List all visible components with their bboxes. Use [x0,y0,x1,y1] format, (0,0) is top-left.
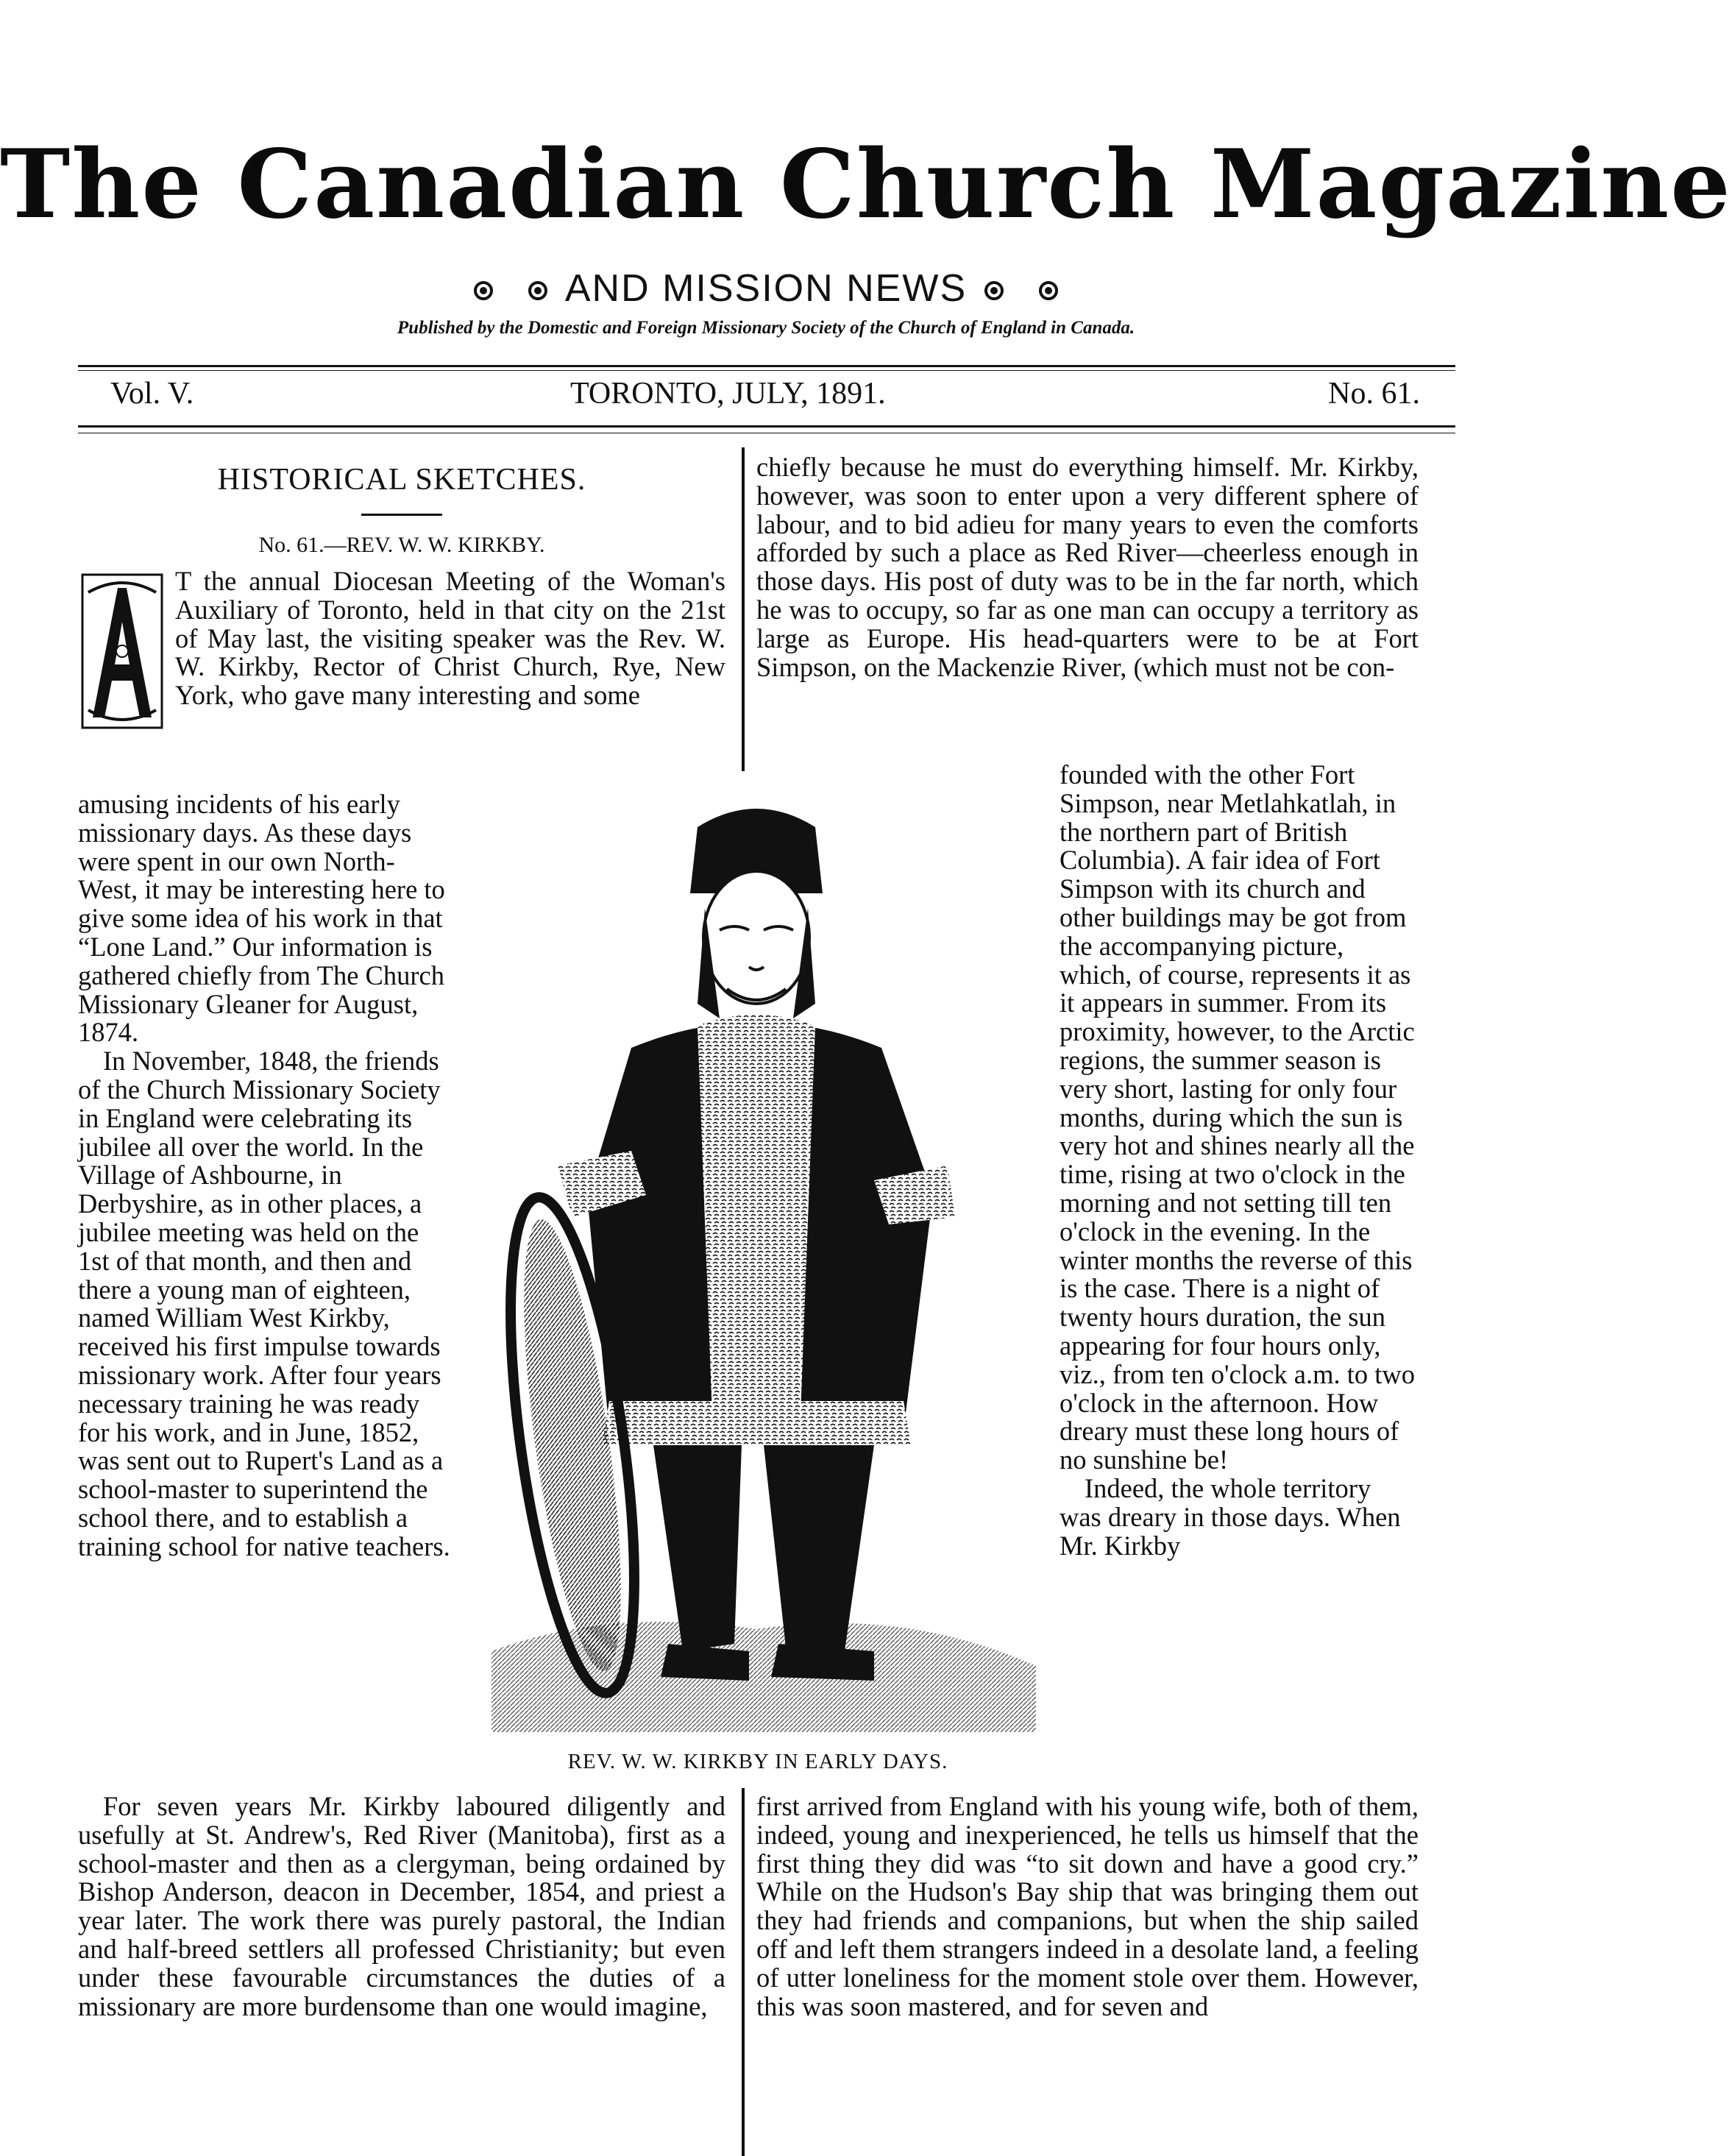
title-rule [361,514,442,516]
place-date: TORONTO, JULY, 1891. [570,377,886,411]
article-title: HISTORICAL SKETCHES. [217,463,586,497]
drop-cap-letter: A [122,657,123,658]
article-subtitle: No. 61.—REV. W. W. KIRKBY. [258,533,545,557]
right-column [756,453,1419,681]
ornament-dot-icon [474,281,493,300]
left-column [78,453,725,732]
portrait-engraving [462,783,1051,1740]
intro-paragraph: T the annual Diocesan Meeting of the Woman's Auxiliary of Toronto, held in that city on the 21st of May last, the visiting speaker was the Rev. W. W. Kirkby, Rector of Christ Church, Rye, New York, who gave many interesting and some [175,566,725,711]
masthead-subtitle [0,265,1532,312]
top-rule [78,365,1455,367]
left-bottom-column [78,1792,725,2021]
masthead-title: The Canadian Church Magazine [0,130,1732,240]
paragraph: first arrived from England with his young wife, both of them, indeed, young and inexperienced, he tells us himself that the first thing they did was “to sit down and have a good cry.” While on the Hudson's Bay ship that was bringing them out they had friends and companions, but when the ship sailed off and left them strangers indeed in a desolate land, a feeling of utter loneliness for the moment stole over them. However, this was soon mastered, and for seven and [756,1791,1419,2021]
volume-label: Vol. V. [110,377,194,411]
mid-rule [78,425,1455,428]
figure-caption: REV. W. W. KIRKBY IN EARLY DAYS. [567,1750,948,1773]
ornament-dot-icon [1039,281,1058,300]
ornament-dot-icon [528,281,547,300]
right-bottom-column [756,1792,1419,2021]
paragraph: Indeed, the whole territory was dreary in those days. When Mr. Kirkby [1060,1472,1401,1561]
paragraph: In November, 1848, the friends of the Church Missionary Society in England were celebrating its jubilee all over the world. In the Village of Ashbourne, in Derbyshire, as in other places, a jubilee meeting was held on the 1st of that month, and then and there a young man of eighteen, named William West Kirkby, received his first impulse towards missionary work. After four years necessary training he was ready for his work, and in June, 1852, was sent out to Rupert's Land as a school-master to superintend the school there, and to establish a training school for native teachers. [78,1046,450,1561]
column-divider [742,1788,745,2156]
ornament-dot-icon [984,281,1004,300]
paragraph: For seven years Mr. Kirkby laboured diligently and usefully at St. Andrew's, Red River (Manitoba), first as a school-master and then as a clergyman, being ordained by Bishop Anderson, deacon in December, 1854, and priest a year later. The work there was purely pastoral, the Indian and half-breed settlers all professed Christianity; but even under these favourable circumstances the duties of a missionary are more burdensome than one would imagine, [78,1791,725,2021]
right-wrap-column [1060,761,1419,1560]
paragraph: founded with the other Fort Simpson, near Metlahkatlah, in the northern part of British Columbia). A fair idea of Fort Simpson with its church and other buildings may be got from the accompanying picture, which, of course, represents it as it appears in summer. From its proximity, however, to the Arctic regions, the summer season is very short, lasting for only four months, during which the sun is very hot and shines nearly all the time, rising at two o'clock in the morning and not setting till ten o'clock in the evening. In the winter months the reverse of this is the case. There is a night of twenty hours duration, the sun appearing for four hours only, viz., from ten o'clock a.m. to two o'clock in the afternoon. How dreary must these long hours of no sunshine be! [1060,759,1415,1475]
paragraph: chiefly because he must do everything himself. Mr. Kirkby, however, was soon to enter upon a very different sphere of labour, and to bid adieu for many years to even the comforts afforded by such a place as Red River—cheerless enough in those days. His post of duty was to be in the far north, which he was to occupy, so far as one man can occupy a territory as large as Europe. His head-quarters were to be at Fort Simpson, on the Mackenzie River, (which must not be con- [756,452,1419,682]
issue-line [110,368,1420,419]
issue-number: No. 61. [1328,377,1420,411]
left-wrap-column [78,790,453,1561]
column-divider [742,447,745,771]
paragraph: amusing incidents of his early missionary days. As these days were spent in our own North-West, it may be interesting here to give some idea of his work in that “Lone Land.” Our information is gathered chiefly from The Church Missionary Gleaner for August, 1874. [78,789,445,1048]
subtitle-text: AND MISSION NEWS [564,267,968,310]
publisher-line: Published by the Domestic and Foreign Missionary Society of the Church of England in Canada. [397,318,1135,338]
drop-cap-ornament [78,570,166,732]
